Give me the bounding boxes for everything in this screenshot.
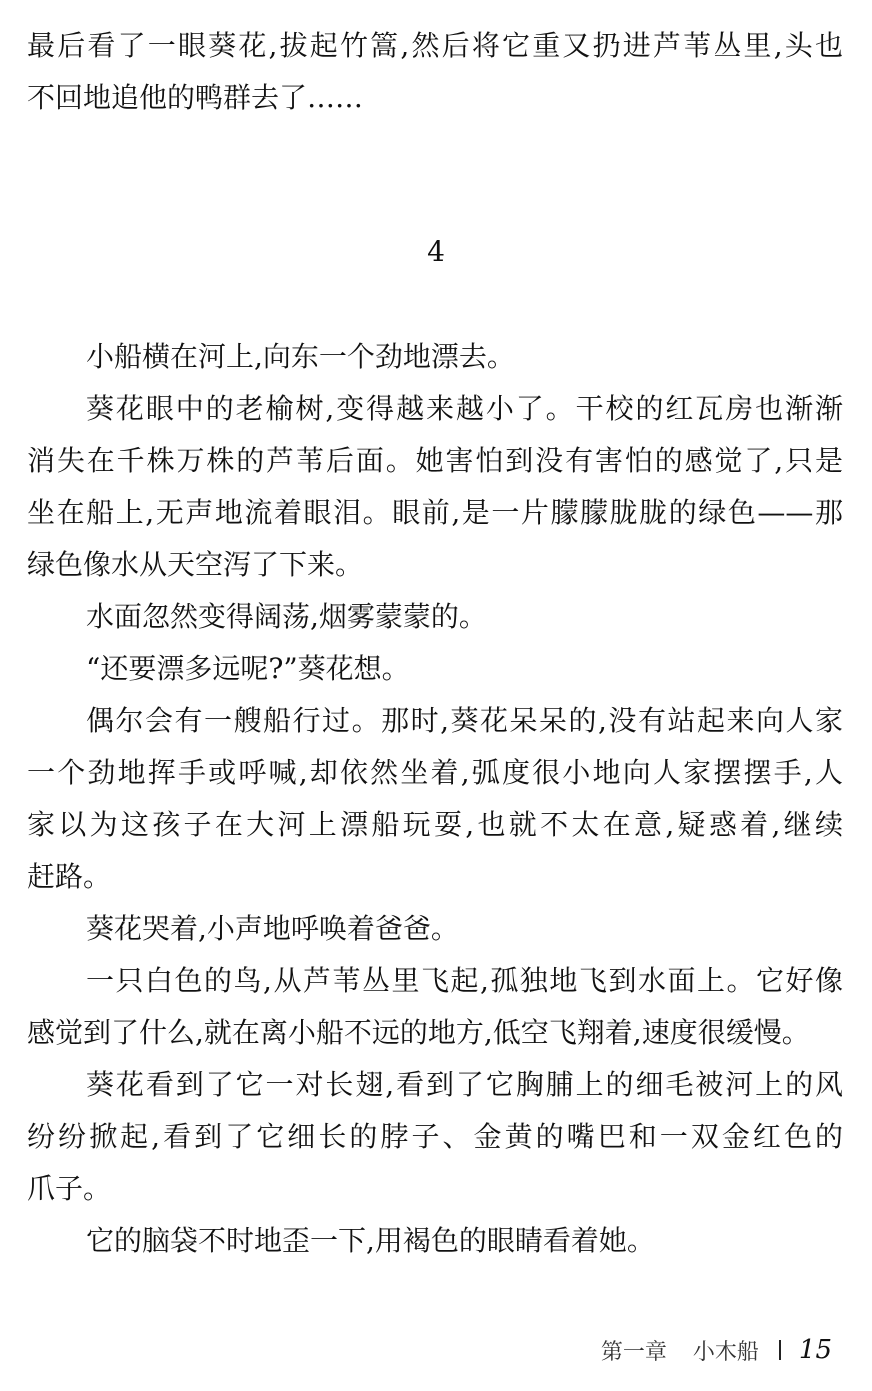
text-line: 感觉到了什么,就在离小船不远的地方,低空飞翔着,速度很缓慢。 [27,1016,810,1049]
text-line: 葵花哭着,小声地呼唤着爸爸。 [86,912,459,945]
text-line: 它的脑袋不时地歪一下,用褐色的眼睛看着她。 [86,1224,655,1257]
text-line: 家以为这孩子在大河上漂船玩耍,也就不太在意,疑惑着,继续 [27,808,843,841]
text-line: 赶路。 [27,860,112,893]
page-footer [601,1332,832,1368]
chapter-title: 小木船 [692,1339,759,1365]
text-line: 纷纷掀起,看到了它细长的脖子、金黄的嘴巴和一双金红色的 [27,1120,843,1153]
text-line: 最后看了一眼葵花,拔起竹篙,然后将它重又扔进芦苇丛里,头也 [27,29,843,62]
text-line: 偶尔会有一艘船行过。那时,葵花呆呆的,没有站起来向人家 [86,704,843,737]
text-line: 不回地追他的鸭群去了…… [27,81,364,114]
text-line: 坐在船上,无声地流着眼泪。眼前,是一片朦朦胧胧的绿色——那 [27,496,843,529]
text-line: 爪子。 [27,1172,112,1205]
chapter-label: 第一章 [600,1339,667,1365]
text-line: 小船横在河上,向东一个劲地漂去。 [86,340,515,373]
text-line: 葵花看到了它一对长翅,看到了它胸脯上的细毛被河上的风 [86,1068,843,1101]
text-line: 消失在千株万株的芦苇后面。她害怕到没有害怕的感觉了,只是 [27,444,843,477]
text-line: 水面忽然变得阔荡,烟雾蒙蒙的。 [86,600,487,633]
section-number: 4 [427,235,445,268]
text-line: 葵花眼中的老榆树,变得越来越小了。干校的红瓦房也渐渐 [86,392,843,425]
page-number: 15 [798,1335,832,1365]
text-line: 一个劲地挥手或呼喊,却依然坐着,弧度很小地向人家摆摆手,人 [27,756,843,789]
footer-separator [779,1340,781,1360]
text-line: 绿色像水从天空泻了下来。 [27,548,364,581]
text-line: “还要漂多远呢?”葵花想。 [86,652,410,685]
text-line: 一只白色的鸟,从芦苇丛里飞起,孤独地飞到水面上。它好像 [86,964,843,997]
